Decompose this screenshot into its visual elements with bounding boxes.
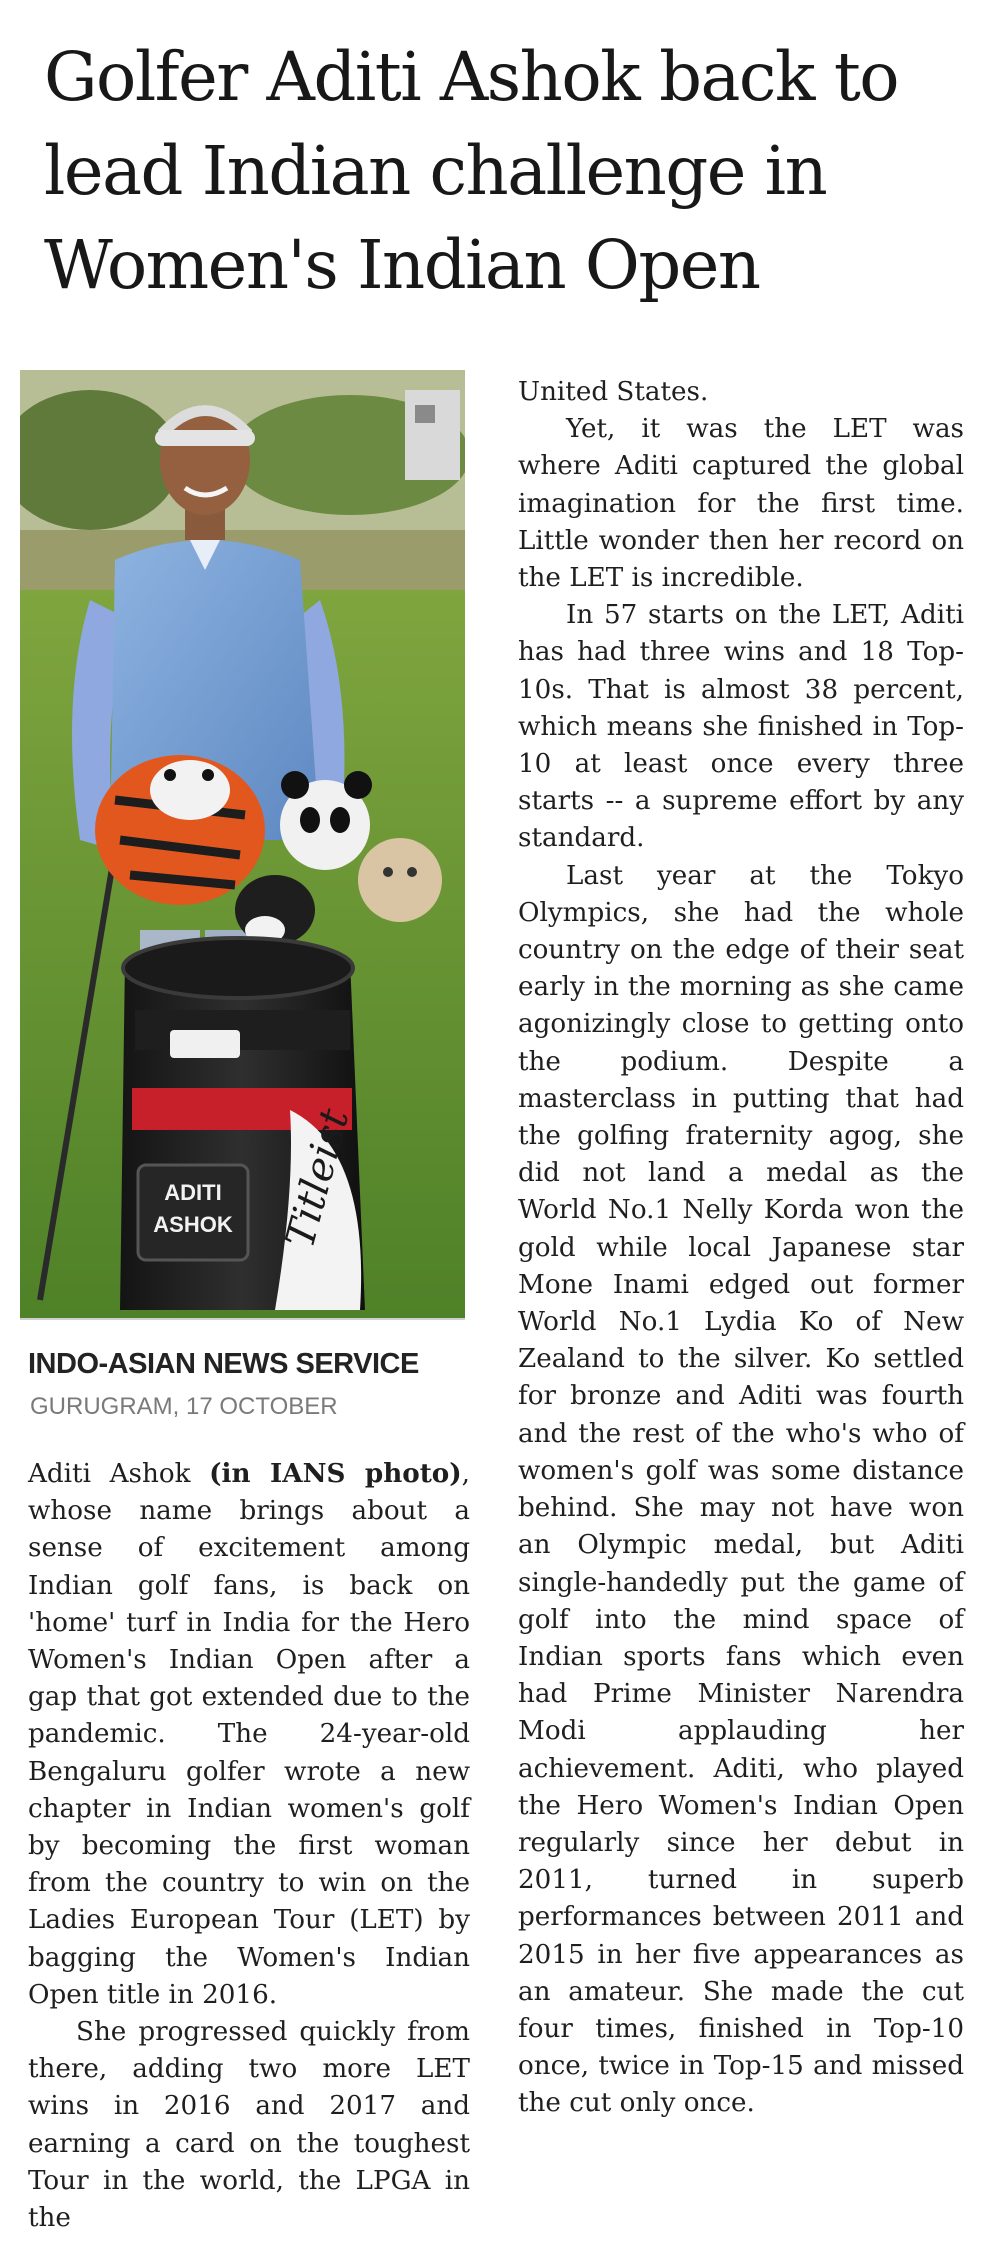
article-column-left	[28, 1455, 470, 2237]
bag-name-line1: ADITI	[164, 1180, 222, 1205]
paragraph-record: In 57 starts on the LET, Aditi has had three wins and 18 Top-10s. That is almost 38 percent, which means she finished in Top-10 at least once every three starts -- a supreme effort by any standard.	[518, 600, 964, 854]
paragraph-let: Yet, it was the LET was where Aditi captured the global imagination for the first time. Little wonder then her record on the LET is incredible.	[518, 414, 964, 594]
dateline: GURUGRAM, 17 OCTOBER	[30, 1393, 338, 1420]
paragraph-progress: She progressed quickly from there, adding two more LET wins in 2016 and 2017 and earning a card on the toughest Tour in the world, the LPGA in the	[28, 2017, 470, 2234]
paragraph-olympics: Last year at the Tokyo Olympics, she had the whole country on the edge of their seat early in the morning as she came agonizingly close to getting onto the podium. Despite a masterclass in putting that had the golfing fraternity agog, she did not land a medal as the World No.1 Nelly Korda won the gold while local Japanese star Mone Inami edged out former World No.1 Lydia Ko of New Zealand to the silver. Ko settled for bronze and Aditi was fourth and the rest of the who's who of women's golf was some distance behind. She may not have won an Olympic medal, but Aditi single-handedly put the game of golf into the mind space of Indian sports fans which even had Prime Minister Narendra Modi applauding her achievement. Aditi, who played the Hero Women's Indian Open regularly since her debut in 2011, turned in superb performances between 2011 and 2015 in her five appearances as an amateur. She made the cut four times, finished in Top-10 once, twice in Top-15 and missed the cut only once.	[518, 860, 964, 2119]
intro-lead: Aditi Ashok	[28, 1459, 210, 1489]
paragraph-progress-continued: United States.	[518, 377, 709, 407]
paragraph-intro	[28, 1455, 470, 2014]
bag-brand-text: Titleist	[277, 1104, 359, 1253]
bag-name-line2: ASHOK	[153, 1212, 233, 1237]
aditi-ashok-photo	[20, 370, 465, 1320]
intro-rest: , whose name brings about a sense of excitement among Indian golf fans, is back on 'home' turf in India for the Hero Women's Indian Open after a gap that got extended due to the pandemic. The 24-year-old Bengaluru golfer wrote a new chapter in Indian women's golf by becoming the first woman from the country to win on the Ladies European Tour (LET) by bagging the Women's Indian Open title in 2016.	[28, 1459, 470, 2010]
byline: INDO-ASIAN NEWS SERVICE	[28, 1348, 419, 1380]
article-column-right	[518, 374, 964, 2123]
photo-credit-note: (in IANS photo)	[209, 1458, 462, 1489]
headline: Golfer Aditi Ashok back to lead Indian challenge in Women's Indian Open	[44, 38, 899, 304]
